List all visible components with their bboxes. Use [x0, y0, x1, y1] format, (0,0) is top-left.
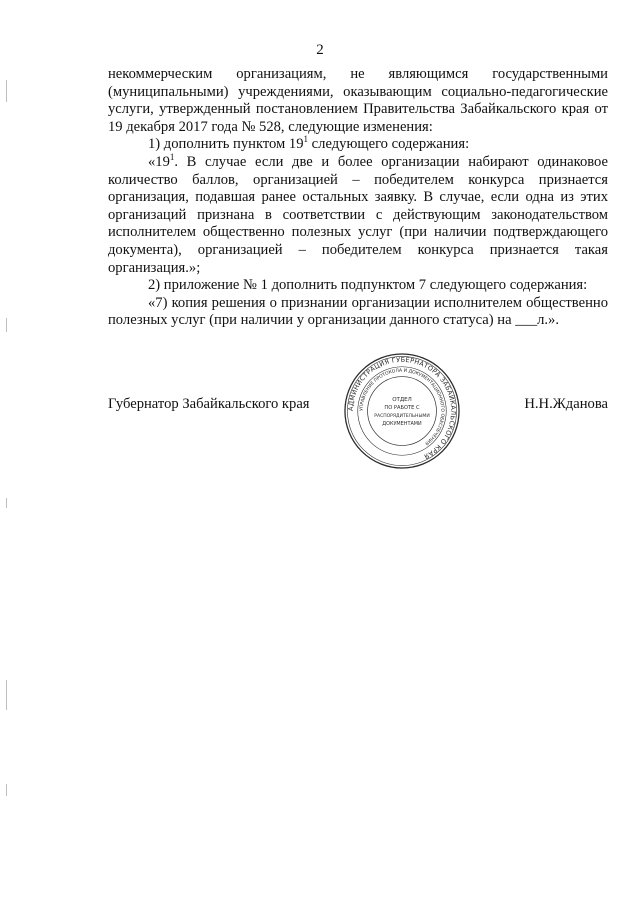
stamp-outer-text: АДМИНИСТРАЦИЯ ГУБЕРНАТОРА ЗАБАЙКАЛЬСКОГО КРАЯ — [346, 355, 458, 461]
paragraph-continuation: некоммерческим организациям, не являющимся государственными (муниципальными) учреждениями, оказывающим социально-педагогические услуги, утвержденный постановлением Правительства Забайкальского края от 19 декабря 2017 года № 528, следующие изменения: — [108, 66, 608, 135]
paragraph-subitem-7: «7) копия решения о признании организации исполнителем общественно полезных услуг (при наличии у организации данного статуса) на ___л.». — [108, 294, 608, 329]
paragraph-quoted-clause — [108, 151, 608, 277]
scan-edge-mark — [6, 318, 7, 332]
page-number: 2 — [316, 42, 324, 58]
scan-edge-mark — [6, 784, 7, 796]
stamp-inner-text: УПРАВЛЕНИЕ ПРОТОКОЛА И ДОКУМЕНТАЦИОННОГО ОБЕСПЕЧЕНИЯ — [359, 368, 445, 446]
clause-text-start: «19 — [148, 153, 170, 170]
signatory-name: Н.Н.Жданова — [524, 396, 608, 412]
stamp-seal-graphic — [343, 352, 461, 470]
paragraph-item-2: 2) приложение № 1 дополнить подпунктом 7 следующего содержания: — [148, 277, 588, 294]
item-1-text-end: следующего содержания: — [308, 136, 470, 153]
paragraph-item-1 — [108, 136, 608, 154]
scan-edge-mark — [6, 498, 7, 508]
clause-text-end: . В случае если две и более организации набирают одинаковое количество баллов, организацией – победителем конкурса признается организация, подавшая ранее остальных заявку. В случае, если одна из этих организаций признана в соответствии с действующим законодательством исполнителем общественно полезных услуг (при наличии подтверждающего документа), организацией – победителем конкурса признается такая организация.»; — [108, 153, 608, 276]
stamp-center-line-4: ДОКУМЕНТАМИ — [382, 420, 422, 427]
scan-edge-mark — [6, 680, 7, 710]
stamp-center-line-2: ПО РАБОТЕ С — [384, 405, 420, 412]
signatory-position: Губернатор Забайкальского края — [108, 396, 310, 412]
official-stamp — [343, 352, 461, 470]
scan-edge-mark — [6, 80, 7, 102]
clause-superscript: 1 — [169, 151, 175, 162]
item-1-superscript: 1 — [303, 134, 309, 145]
stamp-center-line-3: РАСПОРЯДИТЕЛЬНЫМИ — [374, 413, 430, 419]
document-body — [108, 66, 608, 330]
item-1-text-start: 1) дополнить пунктом 19 — [148, 136, 304, 153]
stamp-center-line-1: ОТДЕЛ — [392, 397, 412, 404]
